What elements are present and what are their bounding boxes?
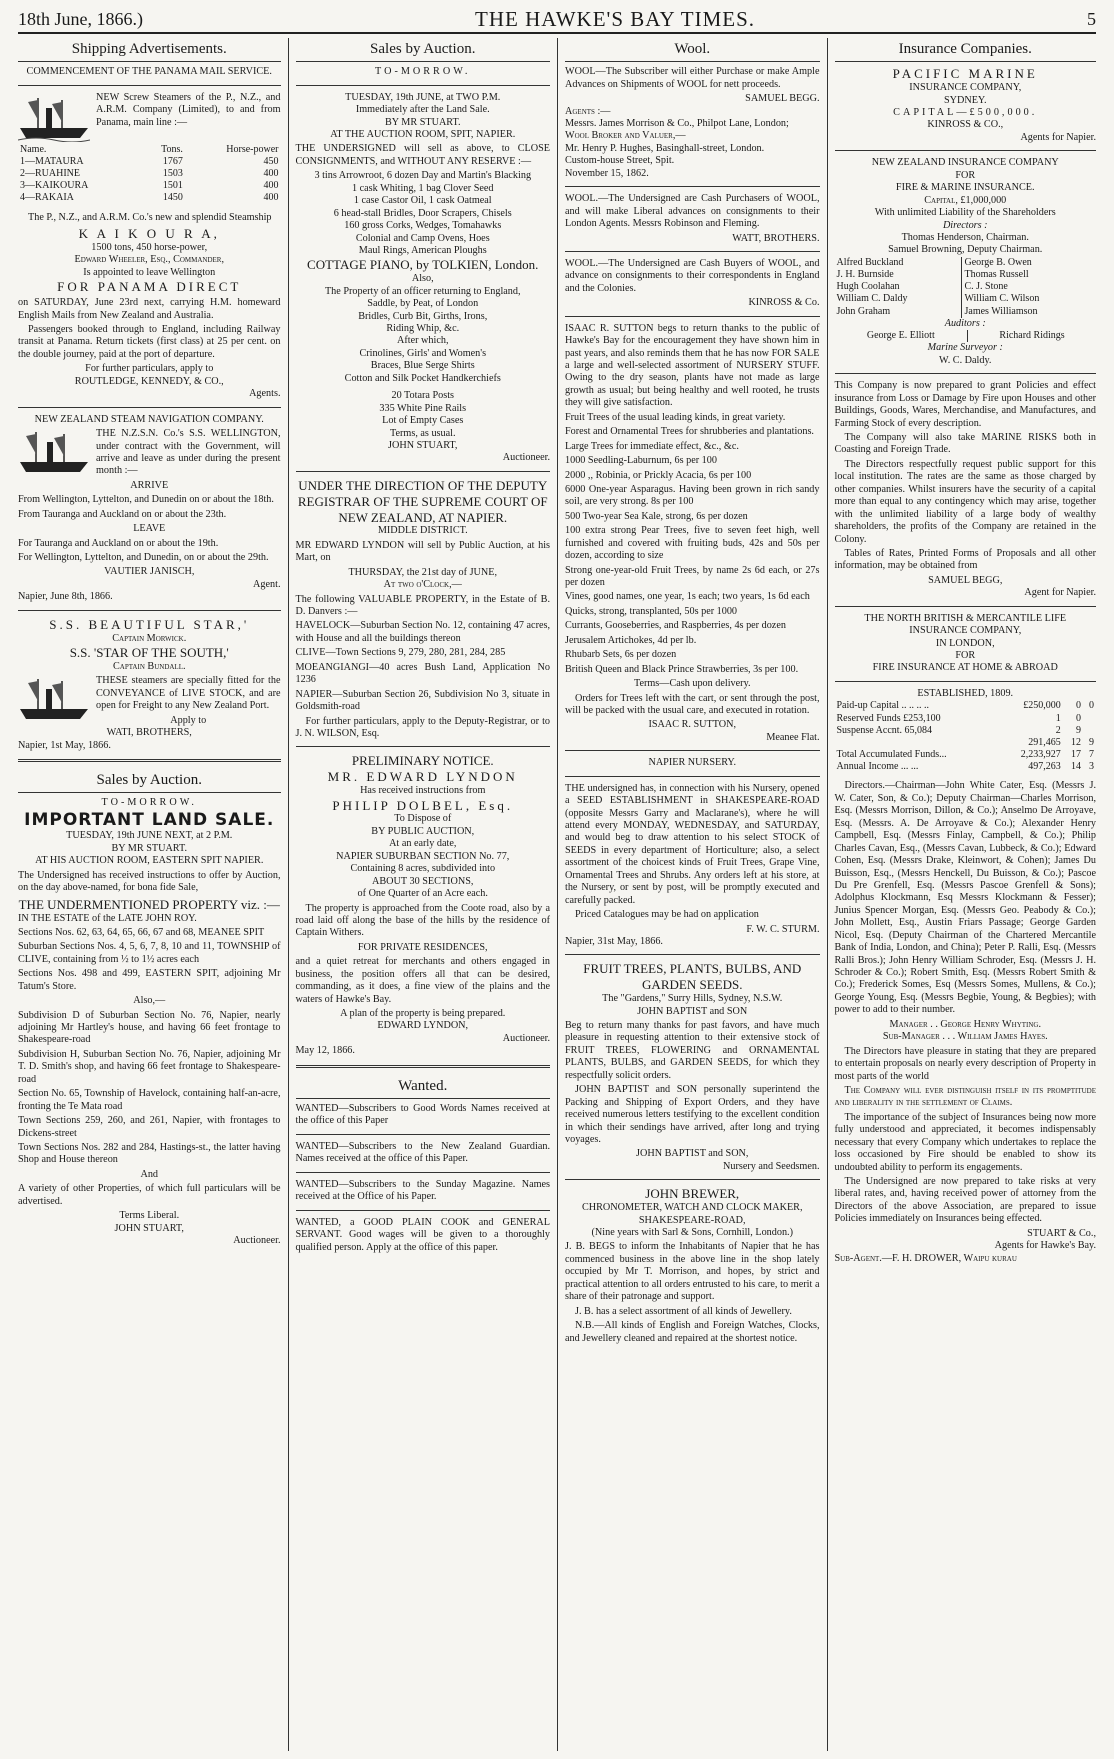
leave-item: For Wellington, Lyttelton, and Dunedin, on or about the 29th. [18, 552, 269, 564]
sections: ABOUT 30 SECTIONS, [372, 875, 474, 887]
sutton-notice: ISAAC R. SUTTON begs to return thanks to the public of Hawke's Bay for the encouragement they have shown him in past years, and also reminds them that he has now FOR SALE a large and well-selected assortment of NURSERY STUFF. Owing to the dry season, plants have not made as large growth as usual; but being healthy and well rooted, he trusts they will give satisfaction. [565, 322, 820, 409]
beautiful-star: S.S. BEAUTIFUL STAR,' [49, 616, 250, 632]
list-item: Rhubarb Sets, 6s per dozen [565, 649, 677, 661]
agent-name: VAUTIER JANISCH, [104, 566, 195, 578]
morrison: Messrs. James Morrison & Co., Philpot Lane, London; [565, 118, 789, 130]
kaikoura-intro: The P., N.Z., and A.R.M. Co.'s new and splendid Steamship [28, 211, 272, 223]
manager: Manager . . George Henry Whyting. [889, 1018, 1042, 1030]
begg-notice: WOOL—The Subscriber will either Purchase or make Ample Advances on Shipments of WOOL for nett proceeds. [565, 66, 820, 90]
nz-capital: Capital, £1,000,000 [924, 194, 1007, 206]
property-item: Town Sections 259, 260, and 261, Napier, with frontages to Dickens-street [18, 1115, 281, 1139]
brewer-trade: CHRONOMETER, WATCH AND CLOCK MAKER, [581, 1202, 803, 1214]
arrive-label: ARRIVE [130, 479, 169, 491]
containing: Containing 8 acres, subdivided into [350, 863, 496, 875]
section-heading: Insurance Companies. [835, 38, 1097, 62]
custom-house: Custom-house Street, Spit. [565, 155, 675, 167]
list-item: Strong one-year-old Fruit Trees, by name 2s 6d each, or 27s per dozen [565, 564, 820, 589]
agent-role: Agent. [253, 578, 281, 590]
notice-date: Napier, 1st May, 1866. [18, 739, 111, 751]
notice-date: November 15, 1862. [565, 167, 649, 179]
nz-text: This Company is now prepared to grant Policies and effect insurance from Loss or Damage by Fire upon Houses and other Buildings, Goods, Wares, Merchandise, and Manufactures, and Farming Stock of every description. [834, 380, 1096, 429]
table-row [835, 330, 1097, 342]
list-item: 1000 Seedling-Laburnum, 6s per 100 [565, 455, 717, 467]
section-heading: Shipping Advertisements. [18, 38, 281, 62]
director: James Williamson [962, 306, 1096, 318]
established: ESTABLISHED, 1809. [917, 687, 1014, 699]
list-item: Currants, Gooseberries, and Raspberries, 4s per dozen [565, 620, 786, 632]
fleet-header: Horse-power [226, 143, 279, 155]
director: Alfred Buckland [836, 256, 904, 268]
nb-text: The importance of the subject of Insurances being now more fully understood and appreciated, it becomes indispensably necessary that every Company which undertakes to replace the loss occasioned by Fire should be enabled to show its undoubted ability to perform its engagements. [834, 1111, 1096, 1173]
sturm-name: F. W. C. STURM. [746, 923, 820, 935]
list-item: Quicks, strong, transplanted, 50s per 1000 [565, 605, 738, 617]
column-auction [288, 38, 558, 1751]
chairman: Thomas Henderson, Chairman. [901, 231, 1029, 243]
list-item: 160 gross Corks, Wedges, Tomahawks [344, 220, 502, 232]
list-item: Riding Whip, &c. [386, 323, 460, 335]
ship-hp: 400 [263, 180, 279, 192]
auctioneer-name: JOHN STUART, [388, 439, 458, 451]
panama-direct: FOR PANAMA DIRECT [57, 279, 242, 295]
panama-date: on SATURDAY, June 23rd next, carrying H.M. homeward English Mails from New Zealand and Australia. [18, 297, 281, 321]
watt-name: WATT, BROTHERS. [732, 232, 820, 244]
received: Has received instructions from [360, 785, 486, 797]
officer-property: The Property of an officer returning to England, [324, 285, 521, 297]
arrive-item: From Wellington, Lyttelton, and Dunedin on or about the 18th. [18, 494, 274, 506]
property-item: MOEANGIANGI—40 acres Bush Land, Application No 1236 [295, 661, 550, 686]
property-item: HAVELOCK—Suburban Section No. 12, containing 47 acres, with House and all the buildings thereon [295, 620, 550, 644]
property-item: NAPIER—Suburban Section 26, Subdivision No 3, situate in Goldsmith-road [295, 688, 550, 713]
ship-name: 1—MATAURA [20, 155, 84, 167]
property-item: Subdivision H, Suburban Section No. 76, Napier, adjoining Mr T. D. Smith's shop, and having 66 feet frontage to Shakespeare-road [18, 1048, 281, 1085]
begg-name: SAMUEL BEGG. [745, 93, 820, 105]
by-stuart: BY MR STUART. [384, 116, 461, 128]
sydney: SYDNEY. [943, 94, 987, 106]
ship-tons: 1767 [162, 155, 183, 167]
passengers: Passengers booked through to England, including Railway transit at Panama. Return tickets (first class) at 25 per cent. on the double journey, paid at the port of departure. [18, 324, 281, 360]
broker-label: Wool Broker and Valuer,— [565, 130, 686, 142]
undersigned: THE UNDERSIGNED will sell as above, to CLOSE CONSIGNMENTS, and WITHOUT ANY RESERVE :— [295, 143, 550, 167]
nb-text: The Company will ever distinguish itself in its promptitude and liberality in the settlement of Claims. [834, 1084, 1096, 1109]
star-of-south: S.S. 'STAR OF THE SOUTH,' [69, 645, 229, 661]
early-date: At an early date, [389, 838, 457, 850]
list-item: 3 tins Arrowroot, 6 dozen Day and Martin's Blacking [314, 170, 532, 182]
table-row: Paid-up Capital .. .. .. .. £250,000 0 0 [836, 700, 1094, 712]
terms: Terms Liberal. [119, 1210, 180, 1222]
table-row [835, 293, 1097, 305]
arrive-item: From Tauranga and Auckland on or about the 23th. [18, 508, 227, 520]
valuable-property: The following VALUABLE PROPERTY, in the Estate of B. D. Danvers :— [295, 593, 550, 618]
list-item: 500 Two-year Sea Kale, strong, 6s per dozen [565, 510, 748, 522]
nz-insurance: NEW ZEALAND INSURANCE COMPANY [871, 157, 1059, 169]
auctioneer-role: Auctioneer. [233, 1235, 281, 1246]
north-british-title: THE NORTH BRITISH & MERCANTILE LIFE INSURANCE COMPANY, [864, 612, 1067, 637]
sturm-notice: THE undersigned has, in connection with his Nursery, opened a SEED ESTABLISHMENT in SHAKESPEARE-ROAD (opposite Messrs Garry and Maclarane's), where he will attend every MONDAY, WEDNESDAY, and SATURDAY, and would beg to draw attention to his select STOCK of SEEDS in every department of Horticulture; also, a select assortment of the choicest kinds of Fruit Trees, Grape Vine, Ornamental Trees and Shrubs. Any orders left at his store, at the Nursery, or sent by post, will be promptly executed and carefully packed. [565, 782, 820, 906]
unlimited-liability: With unlimited Liability of the Shareholders [874, 207, 1056, 219]
steamship-icon [18, 94, 90, 142]
list-item: Braces, Blue Serge Shirts [370, 360, 475, 372]
sub-agent: Sub-Agent.—F. H. DROWER, Waipu kurau [834, 1252, 1017, 1264]
ship-tons: 1450 [162, 192, 183, 204]
auditors-table [835, 330, 1097, 342]
begg-name: SAMUEL BEGG, [928, 574, 1003, 586]
nz-text: Tables of Rates, Printed Forms of Proposals and all other information, may be obtained from [834, 547, 1096, 572]
captain: Captain Morwick. [112, 632, 187, 644]
directors-text: Directors.—Chairman—John White Cater, Esq. (Messrs J. W. Cater, Son, & Co.); Deputy Chairman—Charles Morrison, Esq. (Messrs Morrison, Dillon, & Co.); Anselmo De Arroyave, Esq. (Messrs. A. De Arroyave & Co.); Alexander Henry Campbell, Esq. (Messrs Finlay, Campbell, & Co.); Philip Charles Cavan, Esq., (Messrs Cavan, Lubbeck, & Co.); Edward Cohen, Esq. (Messrs Drake, Kleinwort, & Cohen); James Du Buisson, Esq., (Messrs Henckell, Du Buisson, & Co.); Pascoe Du Pre Grenfell, Esq. (Messrs Pascoe Grenfell & Sons); Adolphus Klockmann, Esq Messrs Klockmann & Fesser); Junius Spencer Morgan, Esq. (Messrs Geo. Peabody & Co.); John Mollett, Esq., Austin Friars Passage; George Garden Nicol, Esq. (Deputy Chairman of the Chartered Mercantile Bank of India, London, and China); Peter P. Ralli, Esq. (Messrs Ralli Bros.); John Henry William Schroder, Esq. (Messrs J. H. Schroder & Co.); Robert Smith, Esq. (Messrs Robert Smith & Co.); Frederick Somes, Esq (Messrs Somes, Mullens, & Co.); George Young, Esq. (Messrs Begbie, Young, & Begbies); with power to add to their number. [834, 780, 1096, 1016]
table-row [18, 156, 281, 168]
sub-manager: Sub-Manager . . . William James Hayes. [882, 1031, 1048, 1043]
list-item: 6 head-stall Bridles, Door Scrapers, Chisels [333, 207, 512, 219]
approached: The property is approached from the Coote road, also by a road laid off along the base of the hills by the residence of Captain Withers. [295, 902, 550, 939]
wanted-ad: WANTED, a GOOD PLAIN COOK and GENERAL SERVANT. Good wages will be given to a thoroughly qualified person. Apply at the office of this paper. [295, 1216, 550, 1253]
fleet-table [18, 144, 281, 205]
by-stuart: BY MR STUART. [111, 842, 188, 854]
property-item: Section No. 65, Township of Havelock, containing half-an-acre, fronting the Te Mata road [18, 1088, 281, 1112]
nzsn-text: THE N.Z.S.N. Co.'s S.S. WELLINGTON, under contract with the Government, will arrive and leave as under during the present month :— [96, 428, 281, 477]
table-row: 291,465 12 9 [1028, 736, 1094, 748]
plan: A plan of the property is being prepared. [340, 1008, 506, 1019]
property-item: Suburban Sections Nos. 4, 5, 6, 7, 8, 10 and 11, TOWNSHIP of CLIVE, containing from ½ to 1½ acres each [18, 941, 281, 965]
brewer-text: J. B. BEGS to inform the Inhabitants of Napier that he has commenced business in the above line in the shop lately occupied by Mr T. Morrison, and hopes, by strict and practical attention to all orders entrusted to his care, to merit a share of their patronage and support. [565, 1241, 820, 1303]
kinross-role: Agents for Napier. [1020, 131, 1096, 143]
stuart-role: Agents for Hawke's Bay. [994, 1240, 1096, 1252]
ship-tons: 1503 [162, 168, 183, 180]
kaikoura-tons: 1500 tons, 450 horse-power, [91, 241, 208, 253]
finance-table [835, 700, 1097, 773]
particulars: For further particulars, apply to [85, 363, 214, 375]
baptist-name: JOHN BAPTIST and SON, [636, 1148, 749, 1160]
notice-date: Napier, June 8th, 1866. [18, 591, 113, 603]
auctioneer-name: EDWARD LYNDON, [377, 1020, 469, 1032]
steamers-text: THESE steamers are specially fitted for the CONVEYANCE of LIVE STOCK, and are open for Freight to any New Zealand Port. [96, 675, 281, 712]
deputy-chairman: Samuel Browning, Deputy Chairman. [888, 244, 1043, 256]
terms: Terms, as usual. [390, 427, 456, 439]
property-item: Sections Nos. 62, 63, 64, 65, 66, 67 and 68, MEANEE SPIT [18, 926, 265, 938]
agent-name: ROUTLEDGE, KENNEDY, & CO., [74, 375, 224, 387]
ship-name: 3—KAIKOURA [20, 180, 89, 192]
list-item: Lot of Empty Cases [382, 415, 464, 427]
fire-marine: FIRE & MARINE INSURANCE. [895, 182, 1035, 194]
deputy-registrar: UNDER THE DIRECTION OF THE DEPUTY REGISTRAR OF THE SUPREME COURT OF NEW ZEALAND, AT NAPIER. [297, 477, 548, 525]
lyndon-time: At two o'Clock,— [383, 579, 462, 591]
director: William C. Daldy [836, 293, 908, 305]
for-label: FOR [955, 650, 976, 662]
panama-title: COMMENCEMENT OF THE PANAMA MAIL SERVICE. [26, 66, 272, 78]
dolbel: PHILIP DOLBEL, Esq. [332, 797, 514, 813]
director: John Graham [836, 305, 891, 317]
preliminary-notice: PRELIMINARY NOTICE. [351, 753, 494, 769]
directors-table [835, 257, 1097, 318]
apply-to: Apply to [170, 714, 207, 726]
kinross-notice: WOOL.—The Undersigned are Cash Buyers of WOOL, and advance on consignments to their correspondents in England and the Colonies. [565, 257, 820, 294]
capital: CAPITAL—£500,000. [893, 107, 1038, 119]
list-item: Crinolines, Girls' and Women's [359, 347, 487, 359]
estate: IN THE ESTATE of the LATE JOHN ROY. [18, 912, 197, 924]
private-residences: FOR PRIVATE RESIDENCES, [357, 941, 488, 953]
agent-name: WATI, BROTHERS, [106, 727, 192, 739]
lyndon-date: THURSDAY, the 21st day of JUNE, [348, 566, 498, 578]
table-row [835, 257, 1097, 269]
column-wool [557, 38, 827, 1751]
brewer-road: SHAKESPEARE-ROAD, [638, 1214, 746, 1226]
list-item: 1 cask Whiting, 1 bag Clover Seed [351, 182, 494, 194]
auctioneer-role: Auctioneer. [502, 1032, 550, 1044]
kinross-name: KINROSS & CO., [927, 119, 1004, 131]
tomorrow: TO-MORROW. [101, 797, 197, 809]
section-heading: Sales by Auction. [18, 769, 281, 793]
fleet-header: Tons. [161, 143, 183, 155]
pacific-marine: PACIFIC MARINE [892, 66, 1038, 82]
columns [18, 38, 1096, 1751]
auctioneer-name: JOHN STUART, [114, 1222, 184, 1234]
list-item: 1 case Castor Oil, 1 cask Oatmeal [353, 195, 492, 207]
list-item: British Queen and Black Prince Strawberries, 3s per 100. [565, 663, 799, 675]
list-item: Maul Rings, American Ploughs [358, 244, 487, 256]
sale-date: TUESDAY, 19th JUNE NEXT, at 2 P.M. [66, 830, 233, 842]
brewer: JOHN BREWER, [645, 1186, 740, 1202]
leave-label: LEAVE [133, 523, 166, 535]
brewer-text: J. B. has a select assortment of all kinds of Jewellery. [575, 1305, 792, 1317]
sutton-terms: Terms—Cash upon delivery. [633, 678, 751, 690]
table-row [18, 192, 281, 204]
in-london: IN LONDON, [935, 637, 995, 649]
list-item: Saddle, by Peat, of London [367, 298, 479, 310]
section-heading: Wool. [565, 38, 820, 62]
nb-text: The Directors have pleasure in stating that they are prepared to entertain proposals on nearly every description of Property in most parts of the world [834, 1045, 1096, 1082]
pacific-company: INSURANCE COMPANY, [909, 82, 1022, 94]
table-row: Suspense Accnt. 65,084 2 9 [836, 724, 1081, 736]
hughes: Mr. Henry P. Hughes, Basinghall-street, London. [565, 142, 765, 154]
steamship-icon [18, 675, 90, 723]
director: Hugh Coolahan [836, 281, 900, 293]
property-item: Town Sections Nos. 282 and 284, Hastings-st., the latter having Shop and House thereon [18, 1141, 281, 1166]
quarter-acre: of One Quarter of an Acre each. [357, 888, 488, 900]
fruit-trees-heading: FRUIT TREES, PLANTS, BULBS, AND GARDEN SEEDS. [583, 961, 802, 993]
and: And [140, 1168, 159, 1180]
kaikoura-name: K A I K O U R A, [78, 226, 220, 242]
table-row [835, 306, 1097, 318]
fire-home: FIRE INSURANCE AT HOME & ABROAD [872, 662, 1058, 674]
table-row: Reserved Funds £253,100 1 0 [836, 712, 1081, 724]
property-item: CLIVE—Town Sections 9, 279, 280, 281, 284, 285 [295, 647, 506, 659]
kaikoura-leave: Is appointed to leave Wellington [83, 266, 216, 278]
baptist-text: Beg to return many thanks for past favors, and have much pleasure in requesting attention to their extensive stock of FRUIT TREES, FLOWERING and ORNAMENTAL PLANTS, BULBS, and GARDEN SEEDS, for which they respectfully solicit orders. [565, 1020, 820, 1081]
section-heading: Sales by Auction. [296, 38, 551, 62]
column-insurance [827, 38, 1097, 1751]
brewer-years: (Nine years with Sarl & Sons, Cornhill, London.) [591, 1227, 793, 1238]
begg-role: Agent for Napier. [1024, 587, 1096, 599]
agent-role: Agents. [249, 388, 281, 400]
also: Also,— [133, 995, 166, 1007]
ship-hp: 400 [263, 168, 279, 180]
ship-name: 4—RAKAIA [20, 192, 74, 204]
directors-label: Directors : [942, 219, 988, 231]
list-item: 20 Totara Posts [391, 390, 454, 402]
after-land-sale: Immediately after the Land Sale. [355, 104, 490, 116]
ship-tons: 1501 [162, 180, 183, 192]
nz-text: The Company will also take MARINE RISKS both in Coasting and Foreign Trade. [834, 432, 1096, 456]
middle-district: MIDDLE DISTRICT. [377, 525, 468, 537]
list-item: Fruit Trees of the usual leading kinds, in great variety. [565, 411, 786, 423]
panama-intro: NEW Screw Steamers of the P., N.Z., and A.R.M. Company (Limited), to and from Panama, main line :— [96, 91, 281, 128]
sutton-orders: Orders for Trees left with the cart, or sent through the post, will be packed with the usual care, and executed in rotation. [565, 692, 820, 716]
brewer-nb: N.B.—All kinds of English and Foreign Watches, Clocks, and Jewellery cleaned and repaired at the shortest notice. [565, 1320, 820, 1344]
captain: Captain Bundall. [112, 660, 186, 672]
sutton-place: Meanee Flat. [766, 731, 820, 743]
property-item: Subdivision D of Suburban Section No. 76, Napier, nearly adjoining Mr Hartley's house, and having 66 feet frontage to Shakespeare-road [18, 1009, 281, 1046]
director: William C. Wilson [962, 293, 1096, 305]
list-item: Large Trees for immediate effect, &c., &c. [565, 440, 739, 452]
wanted-ad: WANTED—Subscribers to the Sunday Magazine. Names received at the Office of his Paper. [295, 1178, 550, 1203]
table-row: Total Accumulated Funds... 2,233,927 17 7 [836, 749, 1094, 761]
baptist-text: JOHN BAPTIST and SON personally superintend the Packing and Shipping of Export Orders, and they have received numerous letters testifying to the excellent condition in which their sendings have arrived, after long and trying voyages. [565, 1084, 820, 1145]
wanted-ad: WANTED—Subscribers to the New Zealand Guardian. Names received at the office of this Paper. [295, 1140, 550, 1165]
kinross-name: KINROSS & Co. [748, 297, 820, 309]
instructions: The Undersigned has received instructions to offer by Auction, on the day above-named, for bona fide Sale, [18, 869, 281, 894]
auditor: Richard Ridings [968, 330, 1096, 342]
stuart-name: STUART & Co., [1027, 1227, 1096, 1239]
column-shipping [18, 38, 288, 1751]
nz-text: The Directors respectfully request public support for this local institution. The rates are the same as those charged by other companies. Whilst insurers have the security of a capital more than equal to any contingency which may arise, together with the unlimited liability of a large body of wealthy shareholders, the profits of the Company are retained in the Colony. [834, 458, 1096, 545]
list-item: 335 White Pine Rails [379, 402, 467, 414]
masthead [18, 8, 1096, 34]
table-row [835, 281, 1097, 293]
list-item: 6000 One-year Asparagus. Having been grown in rich sandy soil, are very strong. 8s per 100 [565, 483, 820, 508]
agents-label: Agents :— [565, 105, 611, 117]
newspaper-title: THE HAWKE'S BAY TIMES. [475, 6, 755, 31]
lyndon-sell: MR EDWARD LYNDON will sell by Public Auction, at his Mart, on [295, 539, 550, 564]
watt-notice: WOOL.—The Undersigned are Cash Purchasers of WOOL, and will make Liberal advances on consignments to their London Agents. Messrs Robinson and Fleming. [565, 193, 820, 230]
list-item: Cotton and Silk Pocket Handkerchiefs [344, 372, 501, 384]
nursery-heading: NAPIER NURSERY. [648, 757, 737, 769]
director: Thomas Russell [962, 269, 1096, 281]
further-particulars: For further particulars, apply to the Deputy-Registrar, or to J. N. WILSON, Esq. [295, 715, 550, 739]
list-item: 100 extra strong Pear Trees, five to seven feet high, well furnished and covered with fruiting buds, 42s and 50s per dozen, according to size [565, 525, 820, 562]
nb-text: The Undersigned are now prepared to take risks at very liberal rates, and, having received power of attorney from the Directors of the above Association, are prepared to issue Policies immediately on Insurances being effected. [834, 1176, 1096, 1225]
gardens: The "Gardens," Surry Hills, Sydney, N.S.W. [602, 993, 783, 1005]
suburban-section: NAPIER SUBURBAN SECTION No. 77, [336, 850, 510, 862]
variety: A variety of other Properties, of which full particulars will be advertised. [18, 1183, 281, 1207]
director: C. J. Stone [962, 281, 1096, 293]
auctioneer-role: Auctioneer. [502, 452, 550, 464]
leave-item: For Tauranga and Auckland on or about the 19th. [18, 537, 219, 549]
table-row [18, 168, 281, 180]
sale-date: TUESDAY, 19th JUNE, at TWO P.M. [345, 91, 501, 103]
for-label: FOR [955, 169, 976, 181]
steamship-icon [18, 428, 90, 476]
auction-room: AT HIS AUCTION ROOM, EASTERN SPIT NAPIER. [35, 855, 264, 867]
ship-hp: 450 [263, 155, 279, 167]
auditors-label: Auditors : [944, 317, 986, 329]
issue-date: 18th June, 1866.) [18, 8, 143, 29]
tomorrow: TO-MORROW. [375, 66, 471, 78]
mr-lyndon: MR. EDWARD LYNDON [327, 769, 518, 785]
important-land-sale: IMPORTANT LAND SALE. [24, 809, 275, 830]
sturm-catalogue: Priced Catalogues may be had on application [575, 909, 759, 921]
ship-name: 2—RUAHINE [20, 168, 80, 180]
table-row [835, 269, 1097, 281]
list-item: Vines, good names, one year, 1s each; two years, 1s 6d each [565, 591, 810, 603]
also: Also, [411, 273, 434, 285]
notice-date: May 12, 1866. [295, 1045, 355, 1057]
baptist-role: Nursery and Seedsmen. [723, 1160, 820, 1172]
ship-hp: 400 [263, 192, 279, 204]
list-item: Colonial and Camp Ovens, Hoes [355, 232, 490, 244]
list-item: Bridles, Curb Bit, Girths, Irons, [358, 310, 488, 322]
list-item: 2000 ,, Robinia, or Prickly Acacia, 6s per 100 [565, 469, 752, 481]
baptist: JOHN BAPTIST and SON [637, 1005, 748, 1017]
kaikoura-commander: Edward Wheeler, Esq., Commander, [74, 254, 225, 266]
table-row [18, 180, 281, 192]
notice-date: Napier, 31st May, 1866. [565, 935, 663, 947]
auction-room: AT THE AUCTION ROOM, SPIT, NAPIER. [330, 129, 516, 141]
after-which: After which, [397, 335, 449, 347]
nzsn-title: NEW ZEALAND STEAM NAVIGATION COMPANY. [34, 413, 264, 425]
cottage-piano: COTTAGE PIANO, by TOLKIEN, London. [307, 257, 539, 273]
retreat: and a quiet retreat for merchants and others engaged in business, the position offers all that can be desired, commanding, as it does, a fine view of the plains and the waters of Hawke's Bay. [295, 956, 550, 1005]
list-item: Jerusalem Artichokes, 4d per lb. [565, 634, 697, 646]
page-number: 5 [1087, 8, 1096, 29]
sutton-name: ISAAC R. SUTTON, [648, 719, 737, 731]
surveyor-label: Marine Surveyor : [927, 342, 1003, 354]
auditor: George E. Elliott [866, 330, 935, 342]
list-item: Forest and Ornamental Trees for shrubberies and plantations. [565, 426, 814, 438]
undermentioned: THE UNDERMENTIONED PROPERTY viz. :— [18, 896, 280, 912]
table-row: Annual Income ... ... 497,263 14 3 [836, 761, 1094, 773]
fleet-header: Name. [20, 143, 47, 155]
section-heading: Wanted. [296, 1075, 551, 1099]
public-auction: BY PUBLIC AUCTION, [371, 825, 475, 837]
dispose: To Dispose of [394, 813, 452, 825]
director: George B. Owen [962, 257, 1096, 269]
property-item: Sections Nos. 498 and 499, EASTERN SPIT, adjoining Mr Tatum's Store. [18, 968, 281, 992]
wanted-ad: WANTED—Subscribers to Good Words Names received at the office of this Paper [295, 1103, 550, 1127]
director: J. H. Burnside [836, 269, 894, 281]
surveyor: W. C. Daldy. [939, 354, 992, 366]
